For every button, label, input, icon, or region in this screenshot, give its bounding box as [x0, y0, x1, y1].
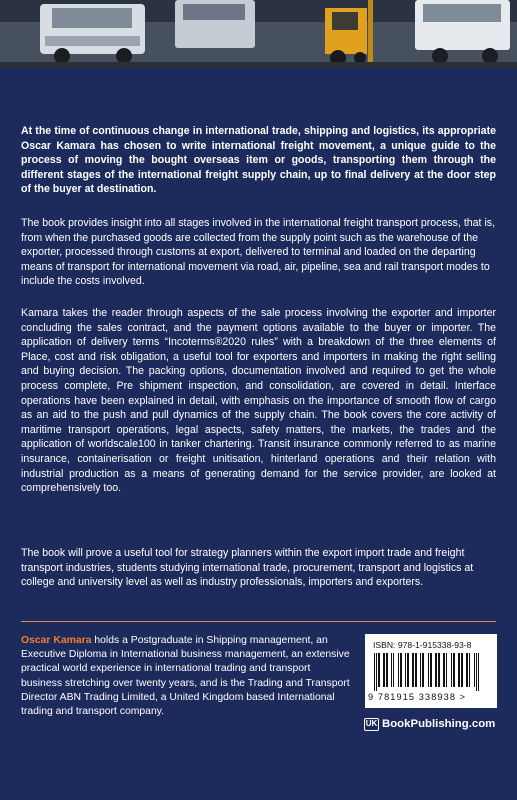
- isbn-barcode-box: [365, 634, 497, 708]
- author-name: Oscar Kamara: [21, 635, 92, 646]
- body-paragraph-1: The book provides insight into all stages involved in the international freight transport process, that is, from when the purchased goods are collected from the supply point such as the warehouse of the exporter, processed through customs at export, delivered to terminal and loaded on the departing means of transport for international movement via road, air, pipeline, sea and rail transport modes to include the costs involved.: [21, 217, 496, 288]
- author-bio: [21, 634, 351, 719]
- author-bio-text: holds a Postgraduate in Shipping management, an Executive Diploma in International business management, an extensive practical world experience in international trading and transport business stretching over twenty years, and is the Trading and Transport Director ABN Trading Limited, a United Kingdom based International trading and transport company.: [21, 635, 350, 718]
- barcode-digits: 9 781915 338938 >: [368, 692, 467, 702]
- body-paragraph-2: Kamara takes the reader through aspects of the sale process involving the exporter and importer concluding the sales contract, and the payment options available to the buyer or importer. The application of delivery terms “Incoterms®2020 rules” with a breakdown of the three elements of Place, cost and risk obligation, a useful tool for exporters and importers in making the right selling and buying decision. The packing options, documentation involved and required to get the whole process complete, Pre shipment inspection, and consolidation, are covered in detail. Interface operations have been explained in detail, with emphasis on the importance of smooth flow of cargo as an aid to the push and pull dynamics of the supply chain. The book covers the core activity of maritime transport operations, legal aspects, safety matters, the markets, the trades and the application of worldscale100 in tanker chartering. Transit insurance commonly referred to as marine insurance, containerisation or freight unitisation, hinterland operations and their relation with industrial production as a means of generating demand for the service provider, are looked at comprehensively too.: [21, 307, 496, 495]
- publisher-name: BookPublishing.com: [382, 718, 496, 730]
- barcode-graphic: [373, 653, 489, 691]
- isbn-label: ISBN: 978-1-915338-93-8: [373, 640, 472, 650]
- uk-badge-icon: UK: [364, 718, 379, 731]
- trucks-photo-illustration: [0, 0, 517, 68]
- trucks-photo: [0, 0, 517, 68]
- orange-divider: [21, 621, 496, 622]
- intro-paragraph: At the time of continuous change in international trade, shipping and logistics, its appropriate Oscar Kamara has chosen to write international freight movement, a unique guide to the process of moving the bought overseas item or goods, transporting them through the different stages of the international freight supply chain, up to final delivery at the door step of the buyer at destination.: [21, 125, 496, 196]
- body-paragraph-3: The book will prove a useful tool for strategy planners within the export import trade and freight transport industries, students studying international trade, procurement, transport and logistics at college and university level as well as industry professionals, importers and exporters.: [21, 547, 474, 589]
- publisher-logo: [364, 716, 495, 732]
